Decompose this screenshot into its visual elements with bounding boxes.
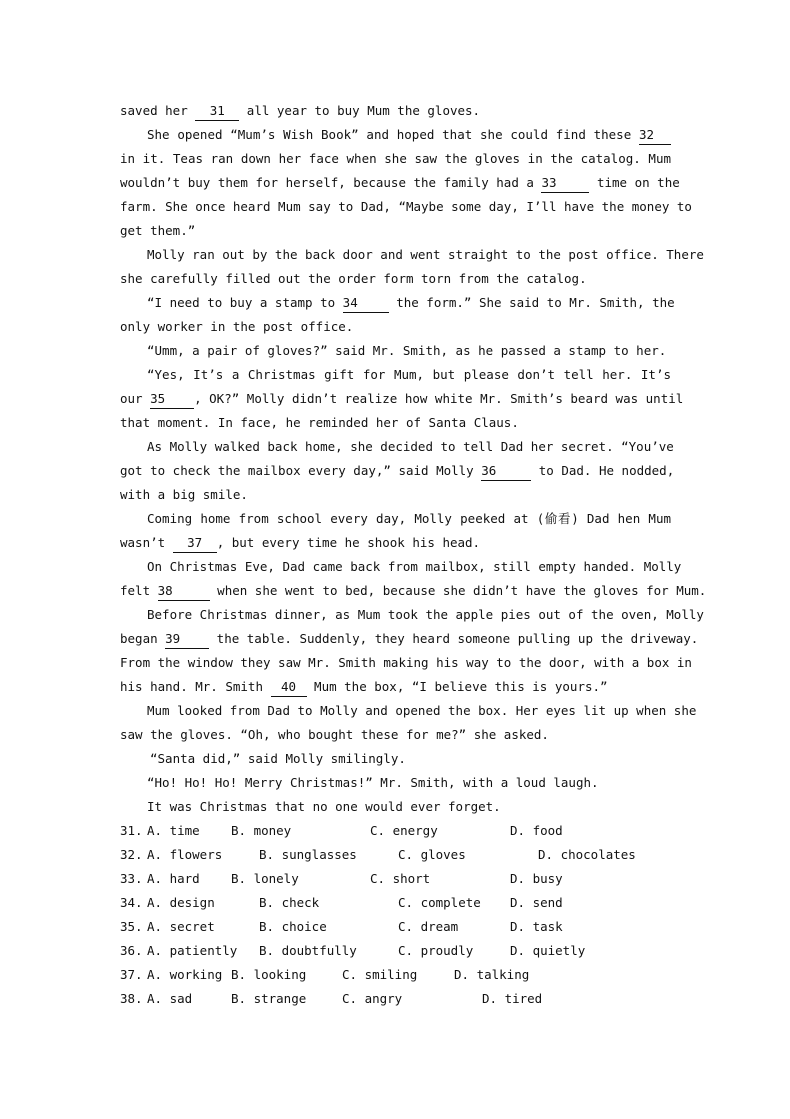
question-number: 31. xyxy=(120,823,143,838)
option-a: A. time xyxy=(147,823,200,838)
option-b: B. check xyxy=(259,895,320,910)
blank-36: 36 xyxy=(481,462,531,481)
passage-text: all year to buy Mum the gloves. xyxy=(239,103,481,118)
passage-text: She opened “Mum’s Wish Book” and hoped that she could find these xyxy=(147,127,639,142)
question-number: 34. xyxy=(120,895,143,910)
question-number: 37. xyxy=(120,967,143,982)
option-d: D. tired xyxy=(482,991,543,1006)
passage-line: It was Christmas that no one would ever forget. xyxy=(147,799,501,814)
document-page xyxy=(120,99,707,1011)
passage-text: , OK?” Molly didn’t realize how white Mr. Smith’s beard was until xyxy=(194,391,684,406)
blank-34: 34 xyxy=(343,294,389,313)
passage-line xyxy=(120,531,671,555)
passage-text: his hand. Mr. Smith xyxy=(120,679,271,694)
option-row-37 xyxy=(120,963,671,987)
option-row-34 xyxy=(120,891,671,915)
option-c: C. short xyxy=(370,871,431,886)
passage-text: to Dad. He nodded, xyxy=(531,463,675,478)
question-number: 35. xyxy=(120,919,143,934)
passage-line: Molly ran out by the back door and went straight to the post office. There xyxy=(147,247,704,262)
option-d: D. food xyxy=(510,823,563,838)
passage-line: “Yes, It’s a Christmas gift for Mum, but please don’t tell her. It’s xyxy=(147,367,671,382)
passage-line xyxy=(120,99,671,123)
option-a: A. patiently xyxy=(147,943,238,958)
passage-line: only worker in the post office. xyxy=(120,319,354,334)
passage-text: time on the xyxy=(589,175,680,190)
passage-text: saved her xyxy=(120,103,196,118)
options-list xyxy=(120,819,671,1011)
passage-line: farm. She once heard Mum say to Dad, “Maybe some day, I’ll have the money to xyxy=(120,199,692,214)
option-d: D. send xyxy=(510,895,563,910)
passage-line: Before Christmas dinner, as Mum took the apple pies out of the oven, Molly xyxy=(147,607,704,622)
option-c: C. dream xyxy=(398,919,459,934)
option-b: B. strange xyxy=(231,991,307,1006)
question-number: 33. xyxy=(120,871,143,886)
option-a: A. flowers xyxy=(147,847,223,862)
passage-text: got to check the mailbox every day,” said Molly xyxy=(120,463,482,478)
option-a: A. secret xyxy=(147,919,215,934)
passage-line: with a big smile. xyxy=(120,487,248,502)
option-c: C. angry xyxy=(342,991,403,1006)
passage-text: when she went to bed, because she didn’t have the gloves for Mum. xyxy=(209,583,707,598)
passage-text: , but every time he shook his head. xyxy=(216,535,481,550)
passage-text: the form.” She said to Mr. Smith, the xyxy=(388,295,675,310)
option-b: B. doubtfully xyxy=(259,943,357,958)
passage-text: our xyxy=(120,391,151,406)
passage-line: get them.” xyxy=(120,223,196,238)
option-d: D. quietly xyxy=(510,943,586,958)
passage-line: Mum looked from Dad to Molly and opened the box. Her eyes lit up when she xyxy=(147,703,697,718)
option-b: B. looking xyxy=(231,967,307,982)
option-c: C. proudly xyxy=(398,943,474,958)
passage-line: she carefully filled out the order form torn from the catalog. xyxy=(120,271,587,286)
passage-text: “I need to buy a stamp to xyxy=(147,295,343,310)
passage-line: As Molly walked back home, she decided to tell Dad her secret. “You’ve xyxy=(147,439,674,454)
option-row-35 xyxy=(120,915,671,939)
passage-line xyxy=(120,291,675,315)
passage-text: began xyxy=(120,631,166,646)
passage-line: “Umm, a pair of gloves?” said Mr. Smith, as he passed a stamp to her. xyxy=(147,343,667,358)
option-c: C. gloves xyxy=(398,847,466,862)
option-c: C. energy xyxy=(370,823,438,838)
passage-text: felt xyxy=(120,583,158,598)
passage-line: From the window they saw Mr. Smith making his way to the door, with a box in xyxy=(120,655,692,670)
passage-line: Coming home from school every day, Molly peeked at (偷看) Dad hen Mum xyxy=(147,511,671,526)
passage-text: wouldn’t buy them for herself, because the family had a xyxy=(120,175,542,190)
passage-line xyxy=(120,171,680,195)
option-a: A. design xyxy=(147,895,215,910)
question-number: 32. xyxy=(120,847,143,862)
blank-32: 32 xyxy=(639,126,671,145)
option-c: C. smiling xyxy=(342,967,418,982)
blank-31: 31 xyxy=(195,102,239,121)
option-d: D. talking xyxy=(454,967,530,982)
passage-line: in it. Teas ran down her face when she saw the gloves in the catalog. Mum xyxy=(120,151,671,166)
option-row-33 xyxy=(120,867,671,891)
passage-line: saw the gloves. “Oh, who bought these for me?” she asked. xyxy=(120,727,549,742)
option-b: B. sunglasses xyxy=(259,847,357,862)
blank-37: 37 xyxy=(173,534,217,553)
option-row-31 xyxy=(120,819,671,843)
option-a: A. sad xyxy=(147,991,193,1006)
passage-line xyxy=(120,387,684,411)
passage-line xyxy=(120,675,671,699)
option-a: A. working xyxy=(147,967,223,982)
passage-text: Mum the box, “I believe this is yours.” xyxy=(306,679,608,694)
blank-39: 39 xyxy=(165,630,209,649)
question-number: 38. xyxy=(120,991,143,1006)
option-row-32 xyxy=(120,843,671,867)
option-d: D. busy xyxy=(510,871,563,886)
passage-line: “Ho! Ho! Ho! Merry Christmas!” Mr. Smith, with a loud laugh. xyxy=(147,775,599,790)
blank-38: 38 xyxy=(158,582,210,601)
passage-line: that moment. In face, he reminded her of Santa Claus. xyxy=(120,415,519,430)
question-number: 36. xyxy=(120,943,143,958)
passage-text: wasn’t xyxy=(120,535,173,550)
option-row-36 xyxy=(120,939,671,963)
passage-line: “Santa did,” said Molly smilingly. xyxy=(150,751,406,766)
passage-line xyxy=(120,579,707,603)
blank-35: 35 xyxy=(150,390,194,409)
option-b: B. lonely xyxy=(231,871,299,886)
option-b: B. choice xyxy=(259,919,327,934)
option-d: D. chocolates xyxy=(538,847,636,862)
passage-line xyxy=(120,123,671,147)
option-b: B. money xyxy=(231,823,292,838)
blank-40: 40 xyxy=(271,678,307,697)
blank-33: 33 xyxy=(541,174,589,193)
option-d: D. task xyxy=(510,919,563,934)
option-a: A. hard xyxy=(147,871,200,886)
option-row-38 xyxy=(120,987,671,1011)
passage-line xyxy=(120,627,699,651)
passage-line xyxy=(120,459,675,483)
passage-line: On Christmas Eve, Dad came back from mailbox, still empty handed. Molly xyxy=(147,559,682,574)
passage-text: the table. Suddenly, they heard someone pulling up the driveway. xyxy=(209,631,699,646)
option-c: C. complete xyxy=(398,895,481,910)
